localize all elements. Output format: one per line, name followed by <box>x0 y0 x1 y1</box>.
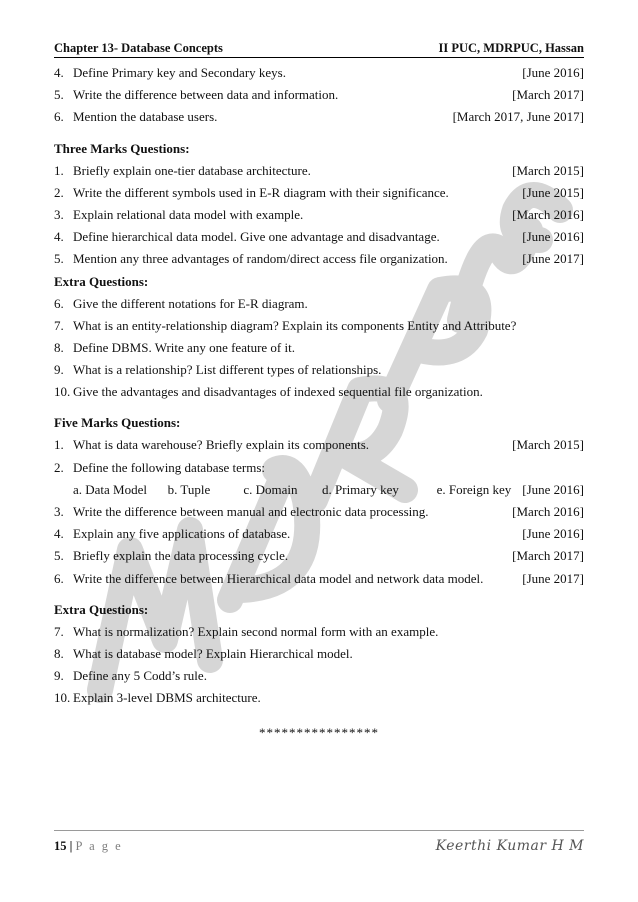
question-text: What is a relationship? List different types of relationships. <box>73 362 382 378</box>
question-row <box>54 248 584 270</box>
question-number: 9. <box>54 668 64 684</box>
question-row <box>54 359 584 381</box>
question-row <box>54 501 584 523</box>
question-row <box>54 315 584 337</box>
header-chapter-title: Chapter 13- Database Concepts <box>54 41 223 55</box>
question-text: Mention the database users. <box>73 109 218 125</box>
question-number: 4. <box>54 526 64 542</box>
question-text: Briefly explain one-tier database architecture. <box>73 162 311 178</box>
page-number-label <box>54 839 123 854</box>
question-text: What is normalization? Explain second normal form with an example. <box>73 623 439 639</box>
exam-date: [March 2017] <box>512 87 584 103</box>
question-number: 2. <box>54 184 64 200</box>
question-row <box>54 293 584 315</box>
question-row <box>54 106 584 128</box>
question-row <box>54 62 584 84</box>
question-number: 6. <box>54 570 64 586</box>
end-separator: **************** <box>259 724 379 740</box>
question-row <box>54 665 584 687</box>
question-number: 10. <box>54 384 71 400</box>
page-number: 15 <box>54 838 67 853</box>
term-item: b. Tuple <box>167 481 211 497</box>
question-number: 8. <box>54 645 64 661</box>
question-number: 5. <box>54 548 64 564</box>
term-item: e. Foreign key <box>436 481 512 497</box>
question-row <box>54 182 584 204</box>
question-text: Give the advantages and disadvantages of indexed sequential file organization. <box>73 384 483 400</box>
exam-date: [June 2016] <box>522 229 584 245</box>
question-text: Define Primary key and Secondary keys. <box>73 65 286 80</box>
question-row <box>54 621 584 643</box>
question-row <box>54 643 584 665</box>
question-number: 9. <box>54 362 64 378</box>
question-text: Mention any three advantages of random/direct access file organization. <box>73 251 448 267</box>
exam-date: [March 2017, June 2017] <box>452 109 584 125</box>
term-item: a. Data Model <box>73 481 148 497</box>
page-content <box>54 62 584 744</box>
question-number: 2. <box>54 459 64 475</box>
question-number: 10. <box>54 690 71 706</box>
header-institution: II PUC, MDRPUC, Hassan <box>438 41 584 55</box>
database-terms-list <box>54 479 584 501</box>
extra-questions-heading: Extra Questions: <box>54 601 149 617</box>
question-text: Write the different symbols used in E-R diagram with their significance. <box>73 184 449 200</box>
question-text: Write the difference between manual and electronic data processing. <box>73 504 429 519</box>
extra-questions-heading: Extra Questions: <box>54 273 149 289</box>
question-text: Explain relational data model with example. <box>73 206 304 222</box>
question-number: 4. <box>54 65 64 80</box>
question-text: What is database model? Explain Hierarchical model. <box>73 645 353 661</box>
question-text: Explain any five applications of database. <box>73 526 291 542</box>
question-row <box>54 545 584 567</box>
question-text: Define any 5 Codd’s rule. <box>73 668 207 684</box>
three-marks-heading: Three Marks Questions: <box>54 140 190 156</box>
question-text: Briefly explain the data processing cycle. <box>73 548 289 564</box>
page-footer <box>54 836 584 856</box>
exam-date: [June 2015] <box>522 184 584 200</box>
question-text: Give the different notations for E-R diagram. <box>73 295 308 311</box>
page-word: P a g e <box>75 838 123 853</box>
question-text: Write the difference between Hierarchical data model and network data model. <box>73 570 484 586</box>
question-number: 6. <box>54 109 64 125</box>
question-row <box>54 160 584 182</box>
question-row <box>54 337 584 359</box>
question-row <box>54 226 584 248</box>
question-row <box>54 457 584 479</box>
question-number: 3. <box>54 504 64 519</box>
question-row <box>54 568 584 590</box>
question-text: Write the difference between data and information. <box>73 87 339 103</box>
exam-date: [March 2016] <box>512 504 584 519</box>
question-number: 7. <box>54 623 64 639</box>
question-number: 4. <box>54 229 64 245</box>
question-number: 1. <box>54 437 64 453</box>
term-item: d. Primary key <box>322 481 399 497</box>
exam-date: [June 2016] <box>522 65 584 80</box>
question-text: What is an entity-relationship diagram? Explain its components Entity and Attribute? <box>73 317 517 333</box>
footer-divider <box>54 830 584 831</box>
page-header <box>54 36 584 56</box>
exam-date: [March 2017] <box>512 548 584 564</box>
question-number: 5. <box>54 251 64 267</box>
question-row <box>54 434 584 456</box>
exam-date: [March 2015] <box>512 162 584 178</box>
exam-date: [March 2015] <box>512 437 584 453</box>
question-number: 6. <box>54 295 64 311</box>
question-row <box>54 381 584 403</box>
five-marks-heading: Five Marks Questions: <box>54 415 181 431</box>
question-text: What is data warehouse? Briefly explain its components. <box>73 437 370 453</box>
term-item: c. Domain <box>243 481 298 497</box>
question-row <box>54 204 584 226</box>
question-text: Explain 3-level DBMS architecture. <box>73 690 261 706</box>
exam-date: [June 2016] <box>522 526 584 542</box>
header-divider <box>54 57 584 58</box>
exam-date: [June 2016] <box>522 481 584 497</box>
exam-date: [June 2017] <box>522 570 584 586</box>
question-number: 7. <box>54 317 64 333</box>
question-text: Define hierarchical data model. Give one advantage and disadvantage. <box>73 229 440 245</box>
question-number: 5. <box>54 87 64 103</box>
question-number: 3. <box>54 206 64 222</box>
question-text: Define the following database terms: <box>73 459 266 475</box>
exam-date: [March 2016] <box>512 206 584 222</box>
question-number: 1. <box>54 162 64 178</box>
question-number: 8. <box>54 339 64 355</box>
question-text: Define DBMS. Write any one feature of it. <box>73 339 295 355</box>
question-row <box>54 523 584 545</box>
exam-date: [June 2017] <box>522 251 584 267</box>
footer-separator: | <box>69 838 73 853</box>
question-row <box>54 84 584 106</box>
question-row <box>54 687 584 709</box>
author-name: Keerthi Kumar H M <box>435 838 584 854</box>
